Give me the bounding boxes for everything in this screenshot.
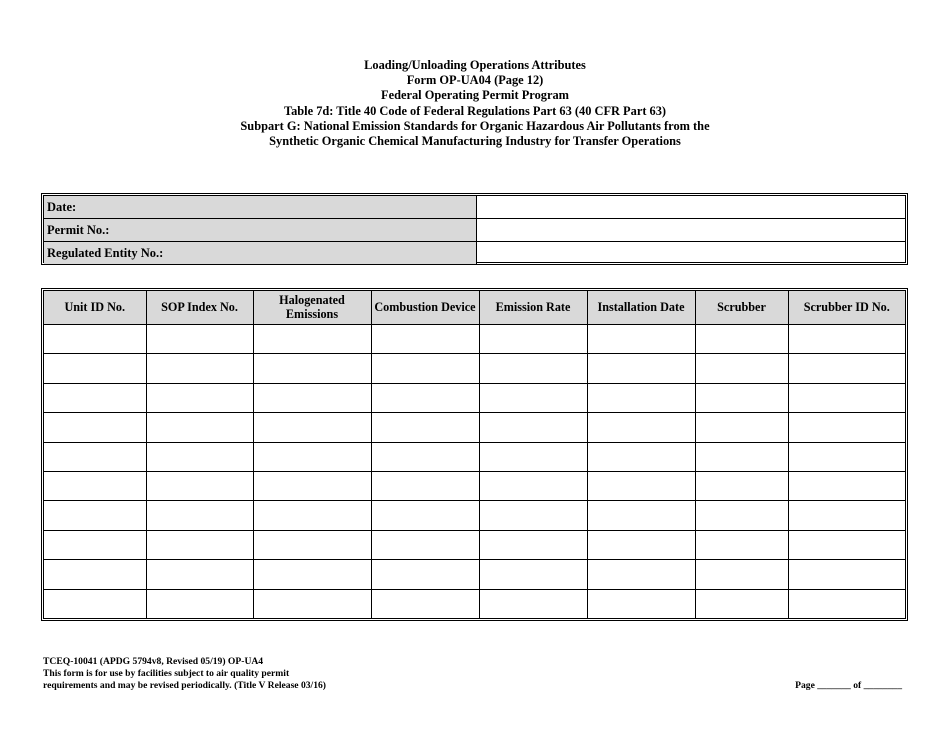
column-header-emission-rate: Emission Rate	[479, 291, 587, 325]
table-cell[interactable]	[253, 383, 371, 412]
table-cell[interactable]	[695, 501, 788, 530]
table-cell[interactable]	[587, 589, 695, 618]
halogenated-emissions-label: Halogenated Emissions	[279, 293, 345, 321]
table-cell[interactable]	[479, 501, 587, 530]
table-cell[interactable]	[788, 560, 905, 589]
table-cell[interactable]	[371, 383, 479, 412]
header-title: Loading/Unloading Operations Attributes	[364, 58, 586, 72]
table-cell[interactable]	[788, 383, 905, 412]
table-cell[interactable]	[587, 501, 695, 530]
header-form-number: Form OP-UA04 (Page 12)	[406, 73, 544, 88]
table-cell[interactable]	[44, 560, 146, 589]
table-cell[interactable]	[479, 442, 587, 471]
header-industry: Synthetic Organic Chemical Manufacturing Industry for Transfer Operations	[269, 134, 681, 149]
table-cell[interactable]	[371, 442, 479, 471]
column-header-sop-index: SOP Index No.	[146, 291, 253, 325]
table-row	[44, 354, 905, 383]
table-cell[interactable]	[146, 589, 253, 618]
table-cell[interactable]	[44, 501, 146, 530]
table-cell[interactable]	[479, 471, 587, 500]
table-cell[interactable]	[253, 530, 371, 559]
table-cell[interactable]	[44, 354, 146, 383]
table-cell[interactable]	[44, 413, 146, 442]
table-cell[interactable]	[44, 325, 146, 354]
table-cell[interactable]	[44, 471, 146, 500]
table-cell[interactable]	[146, 383, 253, 412]
table-cell[interactable]	[695, 589, 788, 618]
table-cell[interactable]	[788, 530, 905, 559]
table-cell[interactable]	[587, 383, 695, 412]
table-cell[interactable]	[788, 501, 905, 530]
date-field[interactable]	[477, 196, 906, 219]
table-cell[interactable]	[146, 560, 253, 589]
table-cell[interactable]	[146, 325, 253, 354]
footer-usage-note: This form is for use by facilities subject to air quality permit	[43, 668, 290, 679]
table-cell[interactable]	[479, 560, 587, 589]
table-cell[interactable]	[371, 530, 479, 559]
permit-label: Permit No.:	[44, 219, 477, 242]
table-cell[interactable]	[695, 442, 788, 471]
table-row	[44, 325, 905, 354]
header-subpart: Subpart G: National Emission Standards for Organic Hazardous Air Pollutants from the	[240, 118, 710, 133]
table-cell[interactable]	[479, 589, 587, 618]
identification-table	[41, 193, 908, 265]
table-row	[44, 413, 905, 442]
footer-form-id: TCEQ-10041 (APDG 5794v8, Revised 05/19) OP-UA4	[43, 656, 264, 667]
table-cell[interactable]	[44, 530, 146, 559]
table-cell[interactable]	[695, 413, 788, 442]
table-cell[interactable]	[44, 383, 146, 412]
page-number: Page _______ of ________	[795, 680, 902, 691]
table-cell[interactable]	[371, 413, 479, 442]
table-row	[44, 471, 905, 500]
table-cell[interactable]	[479, 325, 587, 354]
table-cell[interactable]	[253, 354, 371, 383]
table-row	[44, 383, 905, 412]
table-row	[44, 560, 905, 589]
table-cell[interactable]	[253, 589, 371, 618]
table-cell[interactable]	[253, 325, 371, 354]
table-cell[interactable]	[695, 560, 788, 589]
permit-field[interactable]	[477, 219, 906, 242]
table-cell[interactable]	[695, 530, 788, 559]
footer-revision-note: requirements and may be revised periodically. (Title V Release 03/16)	[43, 680, 327, 691]
table-cell[interactable]	[44, 442, 146, 471]
table-cell[interactable]	[587, 471, 695, 500]
column-header-unit-id: Unit ID No.	[44, 291, 146, 325]
permit-row	[44, 219, 905, 242]
table-cell[interactable]	[479, 530, 587, 559]
table-cell[interactable]	[146, 501, 253, 530]
table-row	[44, 501, 905, 530]
table-cell[interactable]	[146, 530, 253, 559]
table-cell[interactable]	[587, 442, 695, 471]
table-cell[interactable]	[146, 413, 253, 442]
table-cell[interactable]	[587, 325, 695, 354]
table-cell[interactable]	[788, 413, 905, 442]
table-cell[interactable]	[479, 354, 587, 383]
column-header-scrubber-id: Scrubber ID No.	[788, 291, 905, 325]
table-cell[interactable]	[695, 383, 788, 412]
table-cell[interactable]	[788, 471, 905, 500]
table-cell[interactable]	[371, 325, 479, 354]
entity-label: Regulated Entity No.:	[44, 242, 477, 265]
table-cell[interactable]	[788, 589, 905, 618]
date-row	[44, 196, 905, 219]
table-cell[interactable]	[253, 501, 371, 530]
table-cell[interactable]	[479, 413, 587, 442]
date-label: Date:	[44, 196, 477, 219]
table-cell[interactable]	[146, 442, 253, 471]
table-cell[interactable]	[253, 413, 371, 442]
table-cell[interactable]	[788, 354, 905, 383]
attributes-table	[41, 288, 908, 621]
table-cell[interactable]	[695, 354, 788, 383]
table-cell[interactable]	[479, 383, 587, 412]
column-header-combustion-device: Combustion Device	[371, 291, 479, 325]
table-cell[interactable]	[253, 560, 371, 589]
table-cell[interactable]	[253, 442, 371, 471]
table-cell[interactable]	[253, 471, 371, 500]
table-cell[interactable]	[371, 354, 479, 383]
table-cell[interactable]	[695, 325, 788, 354]
table-row	[44, 442, 905, 471]
table-header-row	[44, 291, 905, 325]
table-cell[interactable]	[44, 589, 146, 618]
table-cell[interactable]	[695, 471, 788, 500]
column-header-installation-date: Installation Date	[587, 291, 695, 325]
column-header-scrubber: Scrubber	[695, 291, 788, 325]
table-cell[interactable]	[371, 560, 479, 589]
table-cell[interactable]	[788, 442, 905, 471]
column-header-halogenated-emissions	[253, 291, 371, 325]
table-row	[44, 589, 905, 618]
table-cell[interactable]	[587, 354, 695, 383]
table-cell[interactable]	[587, 413, 695, 442]
table-cell[interactable]	[587, 560, 695, 589]
table-cell[interactable]	[587, 530, 695, 559]
table-cell[interactable]	[146, 471, 253, 500]
form-header	[0, 58, 950, 149]
entity-row	[44, 242, 905, 265]
table-row	[44, 530, 905, 559]
table-body	[44, 325, 905, 619]
table-cell[interactable]	[788, 325, 905, 354]
table-cell[interactable]	[371, 501, 479, 530]
table-cell[interactable]	[371, 471, 479, 500]
table-cell[interactable]	[371, 589, 479, 618]
entity-field[interactable]	[477, 242, 906, 265]
header-table-title: Table 7d: Title 40 Code of Federal Regulations Part 63 (40 CFR Part 63)	[283, 103, 667, 118]
table-cell[interactable]	[146, 354, 253, 383]
header-program: Federal Operating Permit Program	[381, 88, 569, 103]
form-footer	[43, 656, 326, 692]
